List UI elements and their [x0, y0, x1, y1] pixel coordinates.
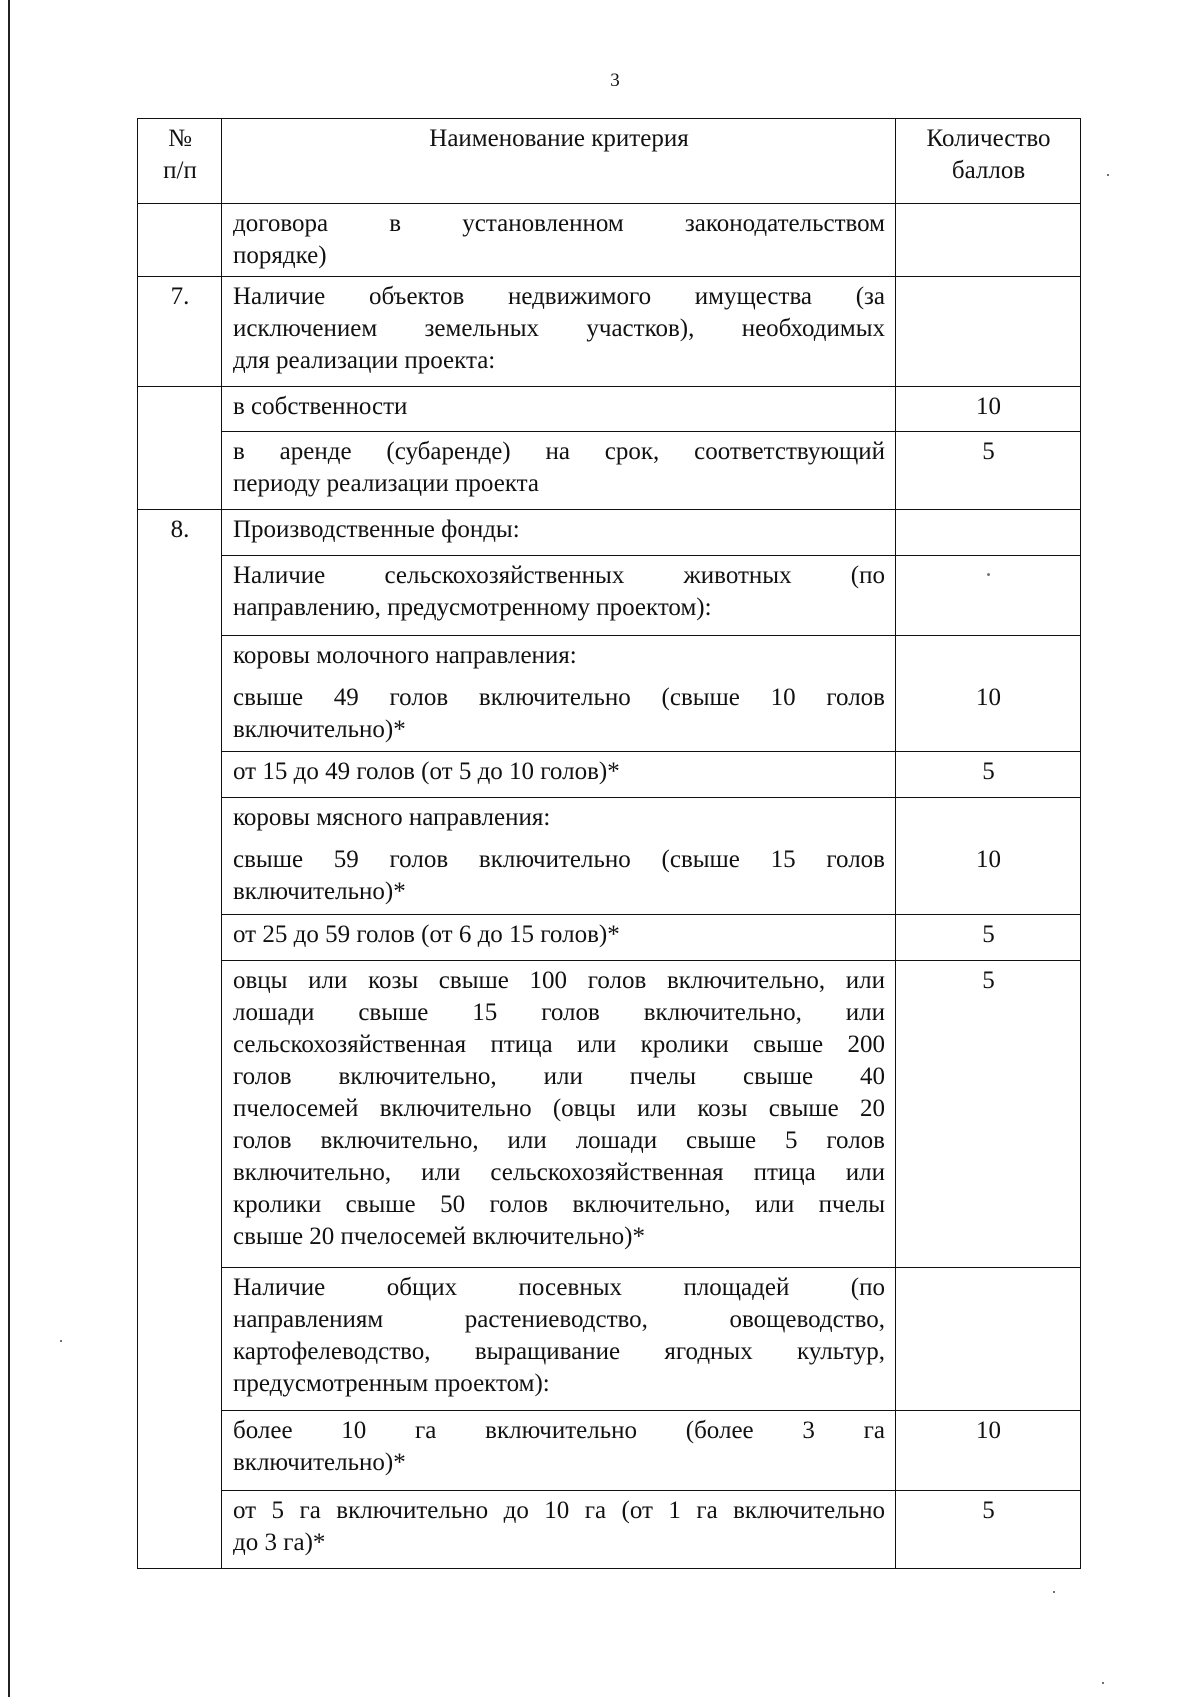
criterion-heading: коровы молочного направления:: [233, 642, 577, 669]
criterion-line: свыше 59 голов включительно (свыше 15 голов: [233, 846, 885, 873]
criterion-line: направлению, предусмотренному проектом):: [233, 594, 712, 621]
header-points-line1: Количество: [926, 125, 1051, 152]
criterion-line: картофелеводство, выращивание ягодных культур,: [233, 1338, 885, 1365]
row-criterion: [222, 798, 896, 915]
row-number-empty: [138, 387, 222, 510]
row-criterion: [222, 1268, 896, 1411]
criterion-line: Наличие сельскохозяйственных животных (по: [233, 562, 885, 589]
header-points-cell: [896, 119, 1081, 204]
row-criterion: [222, 1491, 896, 1569]
criterion-line: до 3 га)*: [233, 1529, 326, 1556]
table-row: [138, 1268, 1081, 1411]
criterion-line: порядке): [233, 242, 327, 269]
criterion-line: включительно)*: [233, 1449, 406, 1476]
table-row: [138, 510, 1081, 556]
header-number-line2: п/п: [163, 157, 197, 184]
row-points: 10: [896, 1411, 1081, 1491]
row-criterion: [222, 204, 896, 277]
criterion-line: направлениям растениеводство, овощеводство,: [233, 1306, 885, 1333]
criterion-line: голов включительно, или пчелы свыше 40: [233, 1063, 885, 1090]
criterion-line: включительно)*: [233, 878, 406, 905]
header-number-cell: [138, 119, 222, 204]
criteria-table: [137, 118, 1081, 1569]
scan-speck: [1102, 1682, 1104, 1684]
row-points: 10: [896, 387, 1081, 432]
row-points: [896, 1268, 1081, 1411]
row-points: [896, 636, 1081, 752]
table-row: [138, 277, 1081, 387]
row-number: [138, 204, 222, 277]
row-points: ·: [896, 556, 1081, 636]
header-points-line2: баллов: [951, 157, 1026, 184]
scan-edge-line: [8, 0, 10, 1697]
criterion-line: свыше 20 пчелосемей включительно)*: [233, 1223, 645, 1250]
row-criterion: [222, 1411, 896, 1491]
criterion-line: договора в установленном законодательством: [233, 210, 885, 237]
criterion-line: включительно)*: [233, 716, 406, 743]
row-points: 5: [896, 432, 1081, 510]
row-points: 5: [896, 961, 1081, 1268]
table-row: [138, 1491, 1081, 1569]
row-number: 8.: [138, 510, 222, 1569]
criterion-line: для реализации проекта:: [233, 347, 496, 374]
table-row: [138, 432, 1081, 510]
criterion-line: лошади свыше 15 голов включительно, или: [233, 999, 885, 1026]
row-points: 5: [896, 1491, 1081, 1569]
row-criterion: от 25 до 59 голов (от 6 до 15 голов)*: [222, 915, 896, 961]
row-points: [896, 798, 1081, 915]
row-criterion: [222, 432, 896, 510]
criterion-line: сельскохозяйственная птица или кролики свыше 200: [233, 1031, 885, 1058]
scan-speck: [1053, 1591, 1055, 1593]
table-row: [138, 915, 1081, 961]
table-row: [138, 798, 1081, 915]
row-criterion: [222, 556, 896, 636]
row-criterion: [222, 636, 896, 752]
row-criterion: Производственные фонды:: [222, 510, 896, 556]
criterion-line: более 10 га включительно (более 3 га: [233, 1417, 885, 1444]
criterion-heading: коровы мясного направления:: [233, 804, 551, 831]
criterion-line: кролики свыше 50 голов включительно, или пчелы: [233, 1191, 885, 1218]
table-row: [138, 556, 1081, 636]
criterion-line: исключением земельных участков), необходимых: [233, 315, 885, 342]
row-points: 5: [896, 752, 1081, 798]
criterion-line: голов включительно, или лошади свыше 5 голов: [233, 1127, 885, 1154]
row-criterion: от 15 до 49 голов (от 5 до 10 голов)*: [222, 752, 896, 798]
row-criterion: в собственности: [222, 387, 896, 432]
table-row: [138, 387, 1081, 432]
points-value: 10: [976, 846, 1001, 873]
header-number-line1: №: [168, 125, 192, 152]
table-row: [138, 1411, 1081, 1491]
points-value: 10: [976, 684, 1001, 711]
table-row: [138, 752, 1081, 798]
scan-speck: [1107, 174, 1109, 176]
row-number: 7.: [138, 277, 222, 387]
table-row: [138, 636, 1081, 752]
header-name-cell: Наименование критерия: [222, 119, 896, 204]
row-points: [896, 277, 1081, 387]
criterion-line: овцы или козы свыше 100 голов включительно, или: [233, 967, 885, 994]
page-number: 3: [610, 70, 620, 91]
row-points: [896, 510, 1081, 556]
criterion-line: от 5 га включительно до 10 га (от 1 га включительно: [233, 1497, 885, 1524]
table-row: [138, 961, 1081, 1268]
criterion-line: Наличие общих посевных площадей (по: [233, 1274, 885, 1301]
criterion-line: в аренде (субаренде) на срок, соответствующий: [233, 438, 885, 465]
criterion-line: периоду реализации проекта: [233, 470, 539, 497]
criterion-line: предусмотренным проектом):: [233, 1370, 550, 1397]
criterion-line: пчелосемей включительно (овцы или козы свыше 20: [233, 1095, 885, 1122]
scan-speck: [60, 1340, 62, 1342]
row-points: [896, 204, 1081, 277]
table-header-row: [138, 119, 1081, 204]
table-row: [138, 204, 1081, 277]
row-criterion: [222, 277, 896, 387]
row-criterion: [222, 961, 896, 1268]
criterion-line: Наличие объектов недвижимого имущества (за: [233, 283, 885, 310]
criterion-line: включительно, или сельскохозяйственная птица или: [233, 1159, 885, 1186]
criterion-line: свыше 49 голов включительно (свыше 10 голов: [233, 684, 885, 711]
row-points: 5: [896, 915, 1081, 961]
